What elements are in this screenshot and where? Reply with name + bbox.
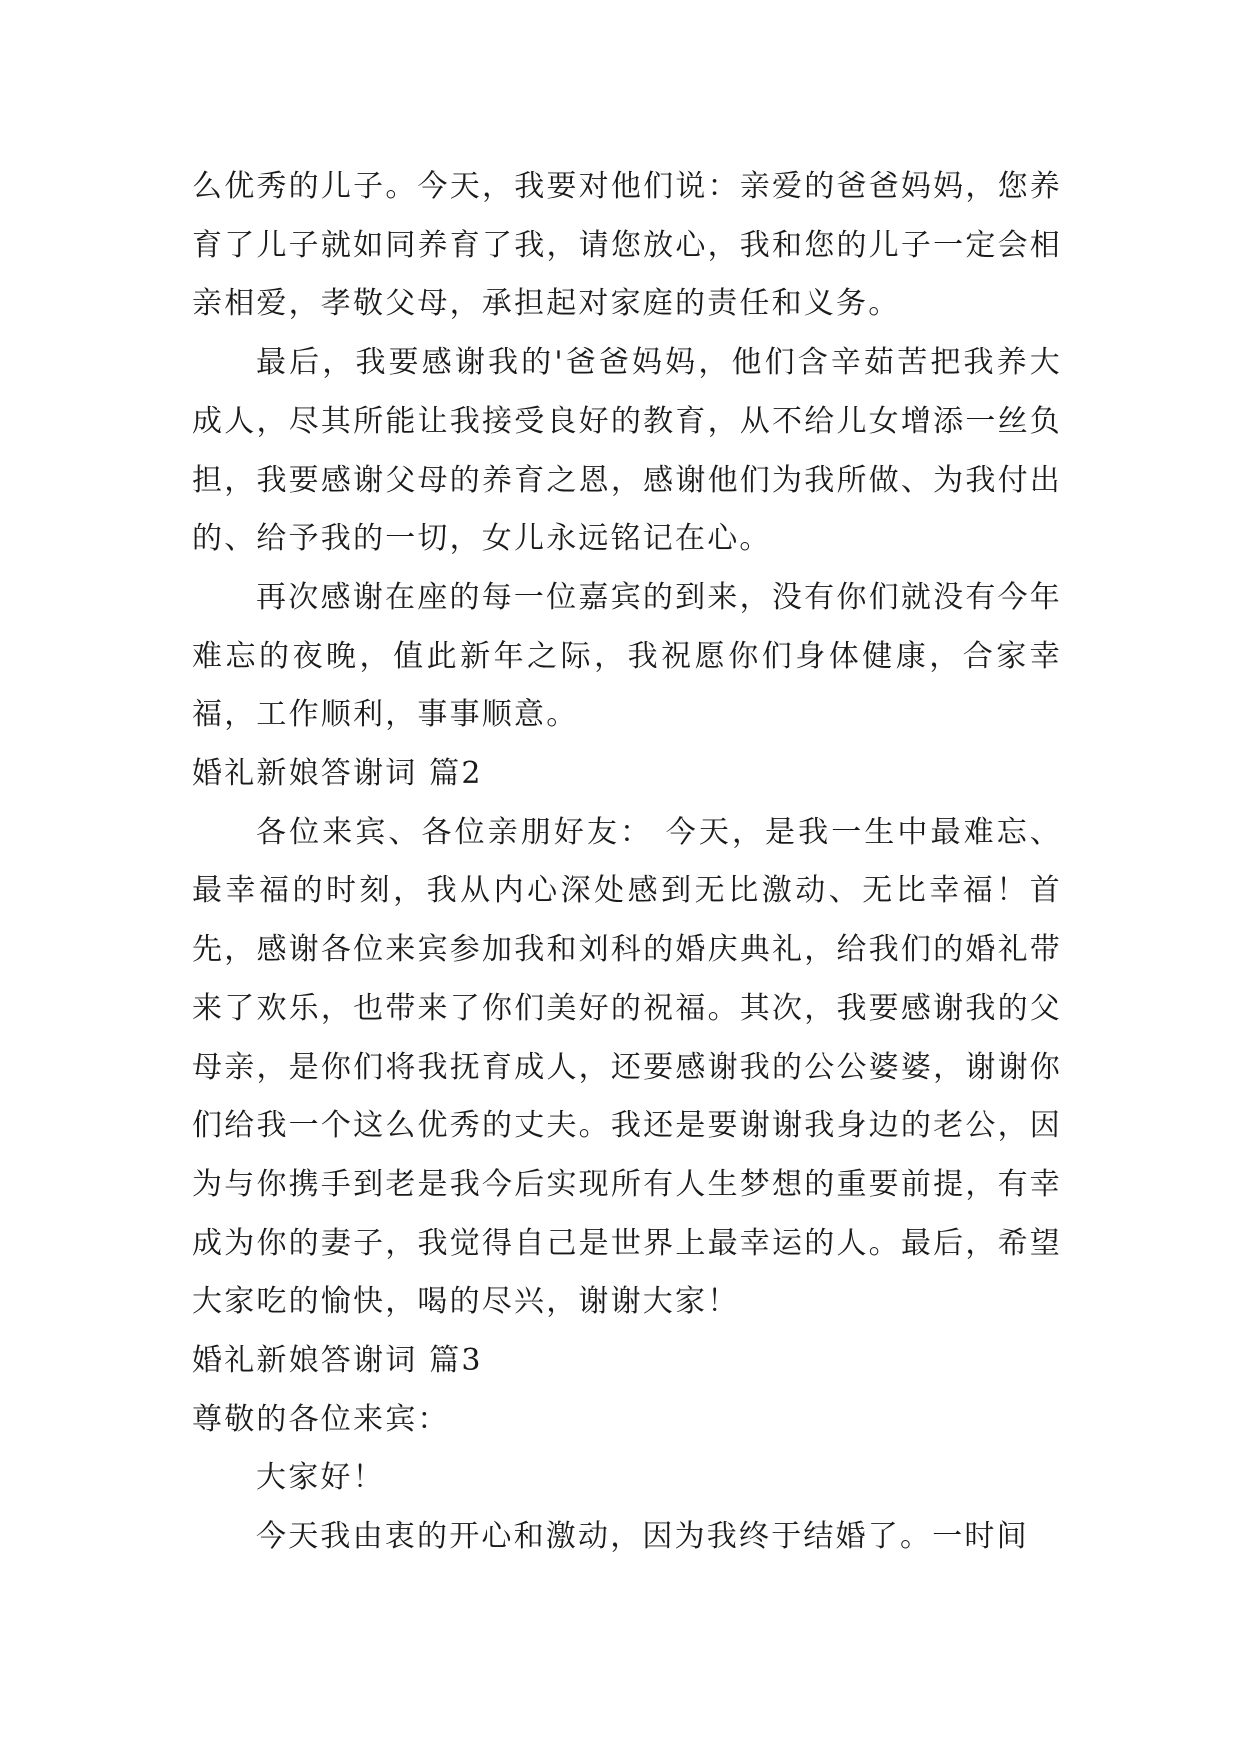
- greeting: 大家好！: [256, 1460, 385, 1496]
- paragraph-continuation: 么优秀的儿子。今天，我要对他们说：亲爱的爸爸妈妈，您养育了儿子就如同养育了我，请您放心，我和您的儿子一定会相亲相爱，孝敬父母，承担起对家庭的责任和义务。: [192, 169, 1062, 322]
- paragraph-speech-2: 各位来宾、各位亲朋好友： 今天，是我一生中最难忘、最幸福的时刻，我从内心深处感到无比激动、无比幸福！首先，感谢各位来宾参加我和刘科的婚庆典礼，给我们的婚礼带来了欢乐，也带来了你们美好的祝福。其次，我要感谢我的父母亲，是你们将我抚育成人，还要感谢我的公公婆婆，谢谢你们给我一个这么优秀的丈夫。我还是要谢谢我身边的老公，因为与你携手到老是我今后实现所有人生梦想的重要前提，有幸成为你的妻子，我觉得自己是世界上最幸运的人。最后，希望大家吃的愉快，喝的尽兴，谢谢大家！: [192, 814, 1062, 1320]
- salutation: 尊敬的各位来宾：: [192, 1401, 450, 1437]
- paragraph-speech-3-start: 今天我由衷的开心和激动，因为我终于结婚了。一时间: [256, 1519, 1029, 1555]
- section-heading-2: 婚礼新娘答谢词 篇2: [192, 756, 483, 792]
- document-body: [192, 158, 1062, 1567]
- paragraph-thanks-guests: 再次感谢在座的每一位嘉宾的到来，没有你们就没有今年难忘的夜晚，值此新年之际，我祝愿你们身体健康，合家幸福，工作顺利，事事顺意。: [192, 579, 1062, 733]
- section-heading-3: 婚礼新娘答谢词 篇3: [192, 1343, 483, 1379]
- paragraph-thanks-parents: 最后，我要感谢我的'爸爸妈妈，他们含辛茹苦把我养大成人，尽其所能让我接受良好的教育，从不给儿女增添一丝负担，我要感谢父母的养育之恩，感谢他们为我所做、为我付出的、给予我的一切，女儿永远铭记在心。: [192, 345, 1062, 557]
